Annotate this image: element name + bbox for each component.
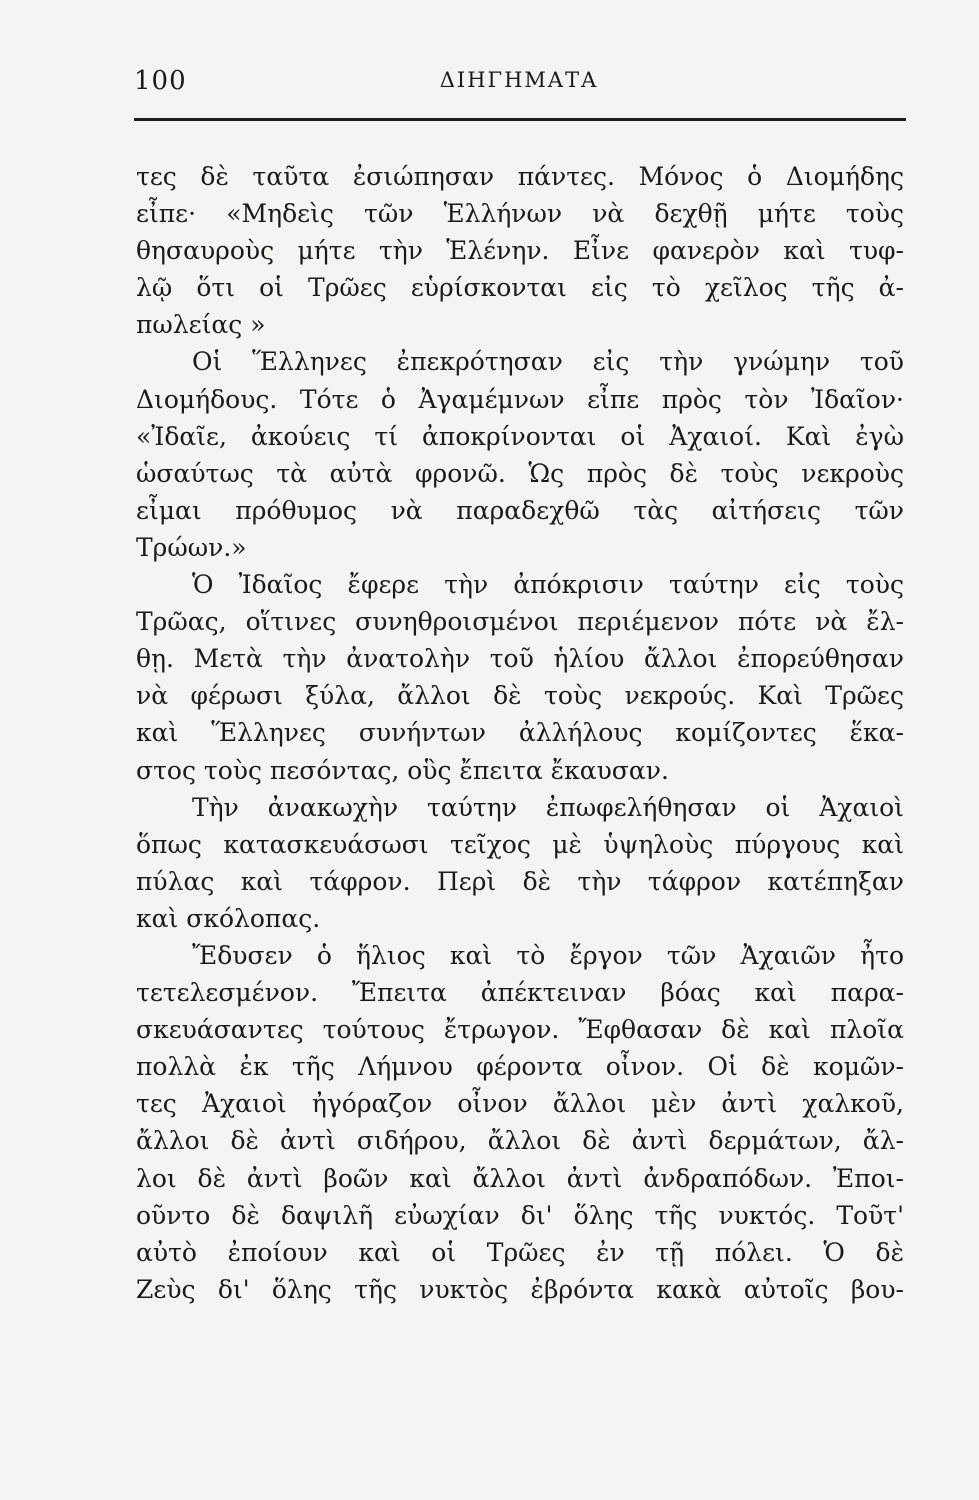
running-title: ΔΙΗΓΗΜΑΤΑ [439,68,599,92]
text-line: νὰ φέρωσι ξύλα, ἄλλοι δὲ τοὺς νεκρούς. Καὶ Τρῶες [136,681,904,711]
text-line: λῷ ὅτι οἱ Τρῶες εὑρίσκονται εἰς τὸ χεῖλος τῆς ἀ- [136,273,904,303]
text-line: τετελεσμένον. Ἔπειτα ἀπέκτειναν βόας καὶ παρα- [136,978,904,1008]
text-line: στος τοὺς πεσόντας, οὓς ἔπειτα ἔκαυσαν. [136,755,669,785]
text-line: Ζεὺς δι' ὅλης τῆς νυκτὸς ἐβρόντα κακὰ αὐτοῖς βου- [136,1274,904,1304]
text-line: καὶ σκόλοπας. [136,903,321,933]
text-line: πύλας καὶ τάφρον. Περὶ δὲ τὴν τάφρον κατέπηξαν [136,866,904,896]
text-line: οῦντο δὲ δαψιλῆ εὐωχίαν δι' ὅλης τῆς νυκτός. Τοῦτ' [136,1200,904,1230]
text-line: «Ἰδαῖε, ἀκούεις τί ἀποκρίνονται οἱ Ἀχαιοί. Καὶ ἐγὼ [136,421,904,451]
text-line: πωλείας » [136,310,266,340]
text-line: ὡσαύτως τὰ αὐτὰ φρονῶ. Ὡς πρὸς δὲ τοὺς νεκροὺς [136,458,904,488]
text-line: Διομήδους. Τότε ὁ Ἀγαμέμνων εἶπε πρὸς τὸν Ἰδαῖον· [136,384,904,414]
text-line: ὅπως κατασκευάσωσι τεῖχος μὲ ὑψηλοὺς πύργους καὶ [136,829,904,859]
text-line: θῃ. Μετὰ τὴν ἀνατολὴν τοῦ ἡλίου ἄλλοι ἐπορεύθησαν [136,644,904,674]
page-number: 100 [134,66,187,96]
text-line: ἄλλοι δὲ ἀντὶ σιδήρου, ἄλλοι δὲ ἀντὶ δερμάτων, ἄλ- [136,1126,904,1156]
page-header [134,66,904,106]
text-line: Οἱ Ἕλληνες ἐπεκρότησαν εἰς τὴν γνώμην τοῦ [192,347,904,377]
text-line: πολλὰ ἐκ τῆς Λήμνου φέροντα οἶνον. Οἱ δὲ κομῶν- [136,1052,904,1082]
text-line: εἶπε· «Μηδεὶς τῶν Ἑλλήνων νὰ δεχθῇ μήτε τοὺς [136,199,904,229]
text-line: Ἔδυσεν ὁ ἥλιος καὶ τὸ ἔργον τῶν Ἀχαιῶν ἦτο [192,940,904,970]
text-line: Τὴν ἀνακωχὴν ταύτην ἐπωφελήθησαν οἱ Ἀχαιοὶ [192,792,904,822]
text-line: Τρῶας, οἵτινες συνηθροισμένοι περιέμενον πότε νὰ ἔλ- [136,607,904,637]
text-line: τες Ἀχαιοὶ ἠγόραζον οἶνον ἄλλοι μὲν ἀντὶ χαλκοῦ, [136,1089,904,1119]
text-line: Ὁ Ἰδαῖος ἔφερε τὴν ἀπόκρισιν ταύτην εἰς τοὺς [192,570,904,600]
text-line: τες δὲ ταῦτα ἐσιώπησαν πάντες. Μόνος ὁ Διομήδης [136,162,904,191]
header-rule [134,118,906,121]
text-line: καὶ Ἕλληνες συνήντων ἀλλήλους κομίζοντες ἕκα- [136,718,904,748]
text-line: εἶμαι πρόθυμος νὰ παραδεχθῶ τὰς αἰτήσεις τῶν [136,495,904,525]
text-line: σκευάσαντες τούτους ἔτρωγον. Ἔφθασαν δὲ καὶ πλοῖα [136,1015,904,1045]
text-line: λοι δὲ ἀντὶ βοῶν καὶ ἄλλοι ἀντὶ ἀνδραπόδων. Ἐποι- [136,1163,904,1193]
body-text [136,158,904,1308]
text-line: θησαυροὺς μήτε τὴν Ἑλένην. Εἶνε φανερὸν καὶ τυφ- [136,236,904,266]
text-line: Τρώων.» [136,532,247,562]
text-line: αὐτὸ ἐποίουν καὶ οἱ Τρῶες ἐν τῇ πόλει. Ὁ δὲ [136,1237,904,1267]
